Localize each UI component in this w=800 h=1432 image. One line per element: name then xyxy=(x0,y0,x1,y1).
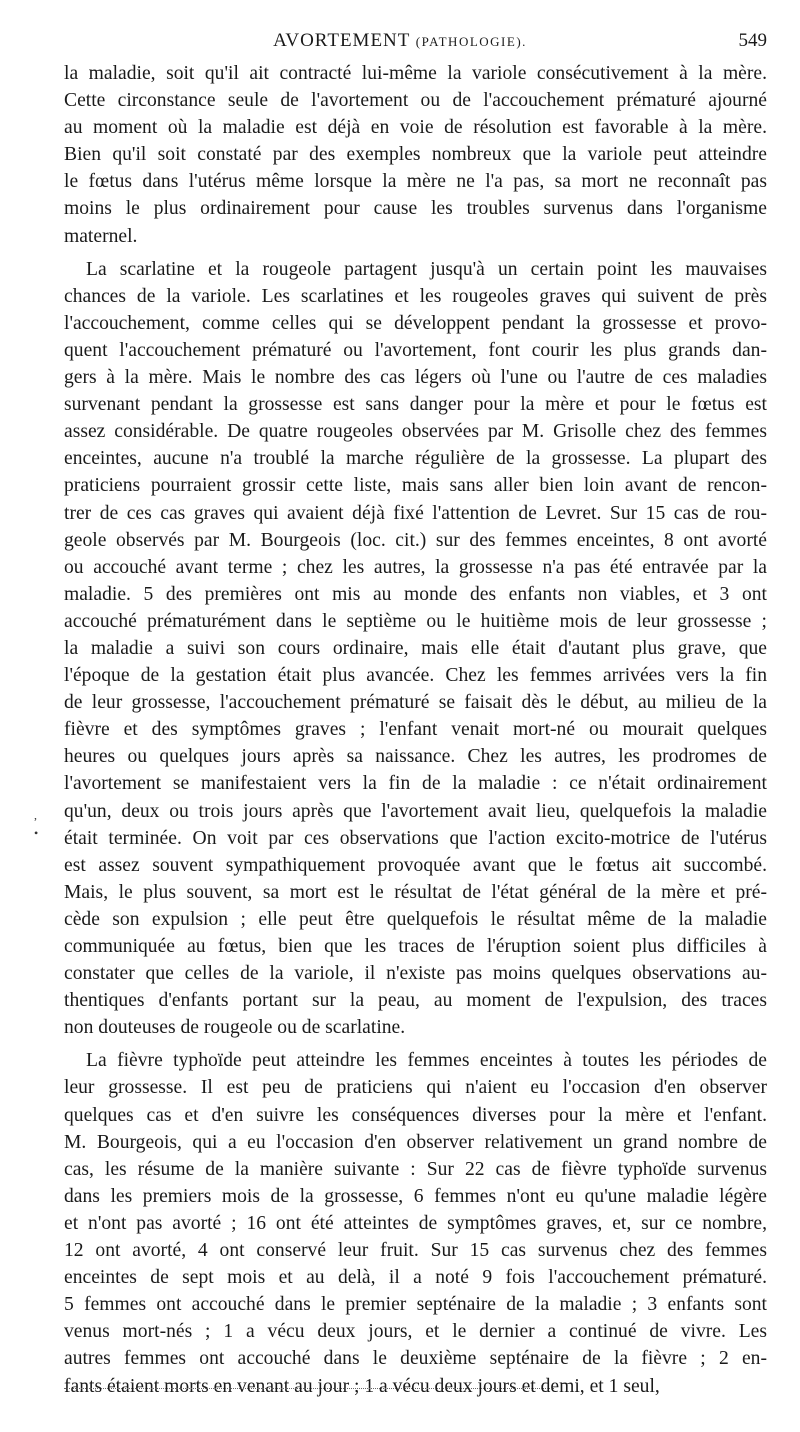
text-line: assez considérable. De quatre rougeoles observées par M. Grisolle chez des femmes xyxy=(64,421,767,443)
text-line: enceintes de sept mois et au delà, il a noté 9 fois l'accouchement prématuré. xyxy=(64,1267,767,1289)
text-line: venus mort-nés ; 1 a vécu deux jours, et le dernier a continué de vivre. Les xyxy=(64,1321,767,1343)
header-subtitle: (PATHOLOGIE). xyxy=(415,34,527,49)
text-line: constater que celles de la variole, il n'existe pas moins quelques observations au- xyxy=(64,963,767,985)
page-number: 549 xyxy=(738,30,767,51)
margin-mark: , xyxy=(34,808,37,822)
text-line: le fœtus dans l'utérus même lorsque la mère ne l'a pas, sa mort ne reconnaît pas xyxy=(64,171,767,193)
text-line: communiquée au fœtus, bien que les traces de l'éruption soient plus difficiles à xyxy=(64,936,767,957)
margin-mark: • xyxy=(34,826,39,840)
footer-rule xyxy=(64,1388,554,1389)
text-line: l'accouchement, comme celles qui se développent pendant la grossesse et provo- xyxy=(64,312,767,334)
text-line: accouché prématurément dans le septième ou le huitième mois de leur grossesse ; xyxy=(64,610,767,632)
text-line: l'époque de la gestation était plus avancée. Chez les femmes arrivées vers la fin xyxy=(64,665,767,687)
text-line: thentiques d'enfants portant sur la peau, au moment de l'expulsion, des traces xyxy=(64,990,767,1012)
text-line: cas, les résume de la manière suivante : Sur 22 cas de fièvre typhoïde survenus xyxy=(64,1158,767,1180)
text-line: de leur grossesse, l'accouchement prématuré se faisait dès le début, au milieu de la xyxy=(64,692,767,714)
text-line: Cette circonstance seule de l'avortement ou de l'accouchement prématuré ajourné xyxy=(64,90,767,112)
text-line: heures ou quelques jours après sa naissance. Chez les autres, les prodromes de xyxy=(64,746,767,768)
text-line: quent l'accouchement prématuré ou l'avortement, font courir les plus grands dan- xyxy=(64,339,767,361)
text-line: La scarlatine et la rougeole partagent jusqu'à un certain point les mauvaises xyxy=(86,258,767,280)
text-line: l'avortement se manifestaient vers la fin de la maladie : ce n'était ordinairement xyxy=(64,773,767,795)
body-text xyxy=(64,60,767,1400)
text-line: praticiens pourraient grossir cette liste, mais sans aller bien loin avant de rencon- xyxy=(64,475,767,497)
text-line: 12 ont avorté, 4 ont conservé leur fruit. Sur 15 cas survenus chez des femmes xyxy=(64,1240,767,1262)
paragraph xyxy=(64,60,767,250)
text-line: La fièvre typhoïde peut atteindre les femmes enceintes à toutes les périodes de xyxy=(86,1050,767,1072)
text-line: qu'un, deux ou trois jours après que l'avortement avait lieu, quelquefois la maladie xyxy=(64,800,767,822)
text-line: au moment où la maladie est déjà en voie de résolution est favorable à la mère. xyxy=(64,117,767,139)
text-line: enceintes, aucune n'a troublé la marche régulière de la grossesse. La plupart des xyxy=(64,448,767,470)
text-line: dans les premiers mois de la grossesse, 6 femmes n'ont eu qu'une maladie légère xyxy=(64,1185,767,1207)
text-line: 5 femmes ont accouché dans le premier septénaire de la maladie ; 3 enfants sont xyxy=(64,1294,767,1316)
text-line: fants étaient morts en venant au jour ; 1 a vécu deux jours et demi, et 1 seul, xyxy=(64,1375,660,1397)
running-head xyxy=(0,30,800,58)
text-line: la maladie, soit qu'il ait contracté lui-même la variole consécutivement à la mère. xyxy=(64,63,767,84)
text-line: ou accouché avant terme ; chez les autres, la grossesse n'a pas été entravée par la xyxy=(64,556,767,578)
text-line: et n'ont pas avorté ; 16 ont été atteintes de symptômes graves, et, sur ce nombre, xyxy=(64,1212,767,1234)
text-line: M. Bourgeois, qui a eu l'occasion d'en observer relativement un grand nombre de xyxy=(64,1131,767,1153)
running-title xyxy=(0,30,800,52)
text-line: moins le plus ordinairement pour cause les troubles survenus dans l'organisme xyxy=(64,198,767,220)
text-line: cède son expulsion ; elle peut être quelquefois le résultat même de la maladie xyxy=(64,908,767,930)
text-line: chances de la variole. Les scarlatines et les rougeoles graves qui suivent de près xyxy=(64,285,767,307)
text-line: survenant pendant la grossesse est sans danger pour la mère et pour le fœtus est xyxy=(64,394,767,416)
paragraph xyxy=(64,256,767,1042)
text-line: gers à la mère. Mais le nombre des cas légers où l'une ou l'autre de ces maladies xyxy=(64,367,767,389)
text-line: trer de ces cas graves qui avaient déjà fixé l'attention de Levret. Sur 15 cas de rou- xyxy=(64,502,767,524)
text-line: fièvre et des symptômes graves ; l'enfant venait mort-né ou mourait quelques xyxy=(64,719,767,741)
text-line: Mais, le plus souvent, sa mort est le résultat de l'état général de la mère et pré- xyxy=(64,881,767,903)
text-line: maladie. 5 des premières ont mis au monde des enfants non viables, et 3 ont xyxy=(64,583,767,605)
paragraph xyxy=(64,1047,767,1399)
text-line: la maladie a suivi son cours ordinaire, mais elle était d'autant plus grave, que xyxy=(64,637,767,659)
text-line: est assez souvent sympathiquement provoquée avant que le fœtus ait succombé. xyxy=(64,854,767,876)
text-line: quelques cas et d'en suivre les conséquences diverses pour la mère et l'enfant. xyxy=(64,1104,767,1126)
text-line: était terminée. On voit par ces observations que l'action excito-motrice de l'utérus xyxy=(64,827,767,849)
text-line: maternel. xyxy=(64,225,138,247)
header-title: AVORTEMENT xyxy=(273,30,411,51)
text-line: Bien qu'il soit constaté par des exemples nombreux que la variole peut atteindre xyxy=(64,144,767,166)
text-line: non douteuses de rougeole ou de scarlatine. xyxy=(64,1017,406,1039)
text-line: leur grossesse. Il est peu de praticiens qui n'aient eu l'occasion d'en observer xyxy=(64,1077,767,1099)
text-line: geole observés par M. Bourgeois (loc. cit.) sur des femmes enceintes, 8 ont avorté xyxy=(64,529,767,551)
text-line: autres femmes ont accouché dans le deuxième septénaire de la fièvre ; 2 en- xyxy=(64,1348,767,1370)
